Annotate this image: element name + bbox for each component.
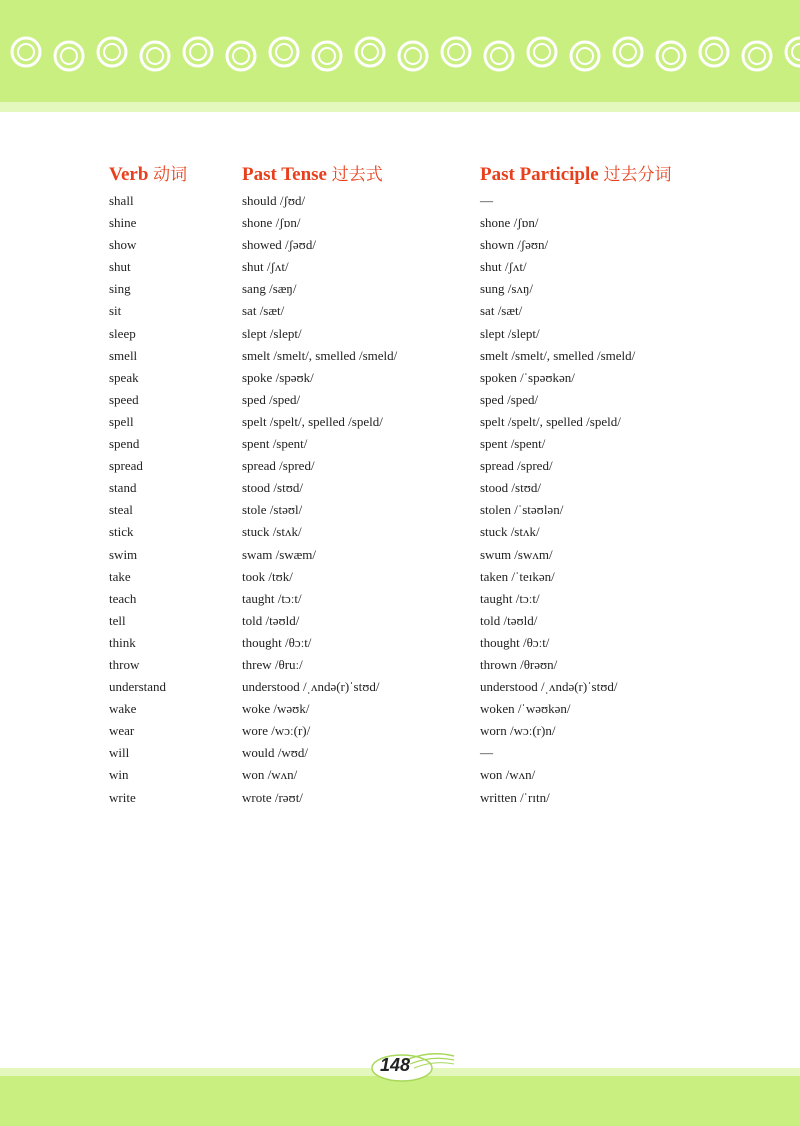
past-tense-cell: told /təʊld/: [242, 612, 300, 628]
past-participle-cell: told /təʊld/: [480, 612, 538, 628]
header-participle-label: Past Participle: [480, 164, 599, 185]
past-participle-cell: shone /ʃɒn/: [480, 215, 539, 231]
verb-cell: sing: [109, 281, 131, 297]
table-row: [0, 323, 800, 345]
header-verb-label: Verb: [109, 164, 149, 185]
past-participle-cell: taken /ˈteɪkən/: [480, 568, 555, 584]
verb-cell: think: [109, 634, 136, 650]
past-tense-cell: shone /ʃɒn/: [242, 215, 301, 231]
verb-cell: will: [109, 745, 130, 761]
table-row: [0, 190, 800, 212]
ring-icon: [743, 42, 771, 70]
verb-cell: shall: [109, 193, 134, 208]
ring-inner-icon: [534, 44, 550, 60]
table-row: [0, 544, 800, 566]
past-participle-cell: sat /sæt/: [480, 303, 523, 319]
verb-cell: wake: [109, 701, 137, 717]
past-participle-cell: written /ˈrɪtn/: [480, 789, 550, 805]
past-tense-cell: won /wʌn/: [242, 767, 298, 783]
table-row: [0, 389, 800, 411]
past-participle-cell: thrown /θrəʊn/: [480, 656, 558, 672]
table-row: [0, 654, 800, 676]
page-number: 148: [380, 1055, 411, 1075]
table-row: [0, 588, 800, 610]
verb-cell: shine: [109, 215, 137, 231]
past-participle-cell: —: [480, 745, 493, 761]
table-row: [0, 742, 800, 764]
past-tense-cell: showed /ʃəʊd/: [242, 237, 316, 253]
past-participle-cell: swum /swʌm/: [480, 546, 553, 562]
past-participle-cell: taught /tɔːt/: [480, 590, 540, 606]
verb-cell: spend: [109, 436, 140, 452]
past-participle-cell: understood /ˌʌndə(r)ˈstʊd/: [480, 679, 618, 695]
verb-cell: tell: [109, 612, 126, 628]
past-tense-cell: wore /wɔː(r)/: [242, 723, 311, 739]
past-participle-cell: thought /θɔːt/: [480, 634, 550, 650]
past-participle-cell: shown /ʃəʊn/: [480, 237, 549, 253]
ring-icon: [657, 42, 685, 70]
table-row: [0, 278, 800, 300]
table-row: [0, 367, 800, 389]
ring-inner-icon: [663, 48, 679, 64]
past-tense-cell: wrote /rəʊt/: [242, 789, 303, 805]
ring-icon: [614, 38, 642, 66]
past-participle-cell: sped /sped/: [480, 391, 539, 407]
verb-cell: take: [109, 568, 131, 584]
past-tense-cell: sped /sped/: [242, 391, 301, 407]
verb-cell: shut: [109, 259, 131, 275]
table-row: [0, 477, 800, 499]
ring-icon: [528, 38, 556, 66]
past-tense-cell: stood /stʊd/: [242, 480, 303, 496]
ring-inner-icon: [405, 48, 421, 64]
header-past-tense: [242, 160, 383, 186]
ring-inner-icon: [577, 48, 593, 64]
ring-icon: [313, 42, 341, 70]
column-headers: [0, 160, 800, 190]
past-tense-cell: would /wʊd/: [242, 745, 308, 761]
table-row: [0, 499, 800, 521]
past-tense-cell: understood /ˌʌndə(r)ˈstʊd/: [242, 679, 380, 695]
ring-icon: [270, 38, 298, 66]
past-tense-cell: smelt /smelt/, smelled /smeld/: [242, 347, 398, 363]
past-tense-cell: spelt /spelt/, spelled /speld/: [242, 413, 383, 429]
ring-icon: [141, 42, 169, 70]
past-participle-cell: smelt /smelt/, smelled /smeld/: [480, 347, 636, 363]
past-tense-cell: sang /sæŋ/: [242, 281, 297, 297]
past-participle-cell: slept /slept/: [480, 325, 540, 341]
table-row: [0, 345, 800, 367]
table-row: [0, 720, 800, 742]
table-row: [0, 411, 800, 433]
ring-icon: [227, 42, 255, 70]
table-row: [0, 632, 800, 654]
ring-inner-icon: [448, 44, 464, 60]
table-row: [0, 521, 800, 543]
header-verb: [109, 160, 187, 186]
past-tense-cell: took /tʊk/: [242, 568, 293, 584]
table-row: [0, 234, 800, 256]
table-row: [0, 764, 800, 786]
verb-cell: sit: [109, 303, 122, 319]
past-tense-cell: stole /stəʊl/: [242, 502, 303, 518]
verb-cell: steal: [109, 502, 133, 518]
past-tense-cell: taught /tɔːt/: [242, 590, 302, 606]
past-participle-cell: stolen /ˈstəʊlən/: [480, 502, 564, 518]
header-past-label: Past Tense: [242, 164, 327, 185]
ring-icon: [98, 38, 126, 66]
past-participle-cell: —: [480, 193, 493, 208]
ring-inner-icon: [491, 48, 507, 64]
ring-icon: [12, 38, 40, 66]
past-tense-cell: spent /spent/: [242, 436, 308, 452]
ring-inner-icon: [147, 48, 163, 64]
verb-cell: write: [109, 789, 136, 805]
verb-cell: swim: [109, 546, 138, 562]
verb-cell: win: [109, 767, 129, 783]
ring-inner-icon: [620, 44, 636, 60]
header-verb-cn: 动词: [153, 165, 188, 185]
ring-icon: [184, 38, 212, 66]
past-participle-cell: stood /stʊd/: [480, 480, 541, 496]
verb-cell: smell: [109, 347, 138, 363]
past-tense-cell: threw /θruː/: [242, 656, 303, 672]
ring-decoration: [0, 0, 800, 100]
table-row: [0, 610, 800, 632]
ring-inner-icon: [233, 48, 249, 64]
verb-cell: wear: [109, 723, 135, 739]
ring-inner-icon: [792, 44, 800, 60]
past-participle-cell: spread /spred/: [480, 458, 553, 474]
ring-inner-icon: [319, 48, 335, 64]
verb-cell: stand: [109, 480, 137, 496]
past-participle-cell: woken /ˈwəʊkən/: [480, 701, 571, 717]
ring-inner-icon: [190, 44, 206, 60]
past-participle-cell: shut /ʃʌt/: [480, 259, 527, 275]
past-participle-cell: worn /wɔː(r)n/: [480, 723, 556, 739]
header-past-participle: [480, 160, 671, 186]
past-participle-cell: sung /sʌŋ/: [480, 281, 534, 297]
ring-inner-icon: [276, 44, 292, 60]
past-tense-cell: woke /wəʊk/: [242, 701, 310, 717]
past-tense-cell: sat /sæt/: [242, 303, 285, 319]
top-band-highlight: [0, 102, 800, 112]
verb-cell: speed: [109, 391, 139, 407]
past-participle-cell: spoken /ˈspəʊkən/: [480, 369, 575, 385]
table-row: [0, 212, 800, 234]
verb-cell: speak: [109, 369, 139, 385]
table-row: [0, 433, 800, 455]
verb-cell: spell: [109, 413, 134, 429]
verb-cell: show: [109, 237, 137, 253]
verb-cell: understand: [109, 679, 167, 695]
table-row: [0, 455, 800, 477]
verb-cell: sleep: [109, 325, 136, 341]
past-tense-cell: spread /spred/: [242, 458, 315, 474]
table-row: [0, 787, 800, 809]
past-tense-cell: thought /θɔːt/: [242, 634, 312, 650]
verb-cell: stick: [109, 524, 134, 540]
verb-table: [0, 190, 800, 809]
ring-inner-icon: [104, 44, 120, 60]
ring-icon: [700, 38, 728, 66]
ring-icon: [485, 42, 513, 70]
past-participle-cell: spelt /spelt/, spelled /speld/: [480, 413, 621, 429]
ring-inner-icon: [706, 44, 722, 60]
table-row: [0, 300, 800, 322]
top-decorative-band: [0, 0, 800, 112]
past-participle-cell: stuck /stʌk/: [480, 524, 540, 540]
table-row: [0, 566, 800, 588]
verb-cell: teach: [109, 590, 137, 606]
ring-inner-icon: [61, 48, 77, 64]
header-past-cn: 过去式: [331, 165, 383, 185]
ring-inner-icon: [362, 44, 378, 60]
table-row: [0, 256, 800, 278]
ring-icon: [442, 38, 470, 66]
ring-inner-icon: [18, 44, 34, 60]
table-row: [0, 676, 800, 698]
past-tense-cell: should /ʃʊd/: [242, 193, 306, 208]
table-row: [0, 698, 800, 720]
past-tense-cell: spoke /spəʊk/: [242, 369, 314, 385]
past-tense-cell: shut /ʃʌt/: [242, 259, 289, 275]
header-participle-cn: 过去分词: [603, 165, 672, 185]
past-tense-cell: stuck /stʌk/: [242, 524, 302, 540]
ring-icon: [356, 38, 384, 66]
ring-inner-icon: [749, 48, 765, 64]
ring-icon: [571, 42, 599, 70]
ring-icon: [399, 42, 427, 70]
verb-cell: throw: [109, 656, 140, 672]
past-participle-cell: spent /spent/: [480, 436, 546, 452]
past-tense-cell: slept /slept/: [242, 325, 302, 341]
past-tense-cell: swam /swæm/: [242, 546, 317, 562]
ring-icon: [55, 42, 83, 70]
past-participle-cell: won /wʌn/: [480, 767, 536, 783]
verb-cell: spread: [109, 458, 143, 474]
